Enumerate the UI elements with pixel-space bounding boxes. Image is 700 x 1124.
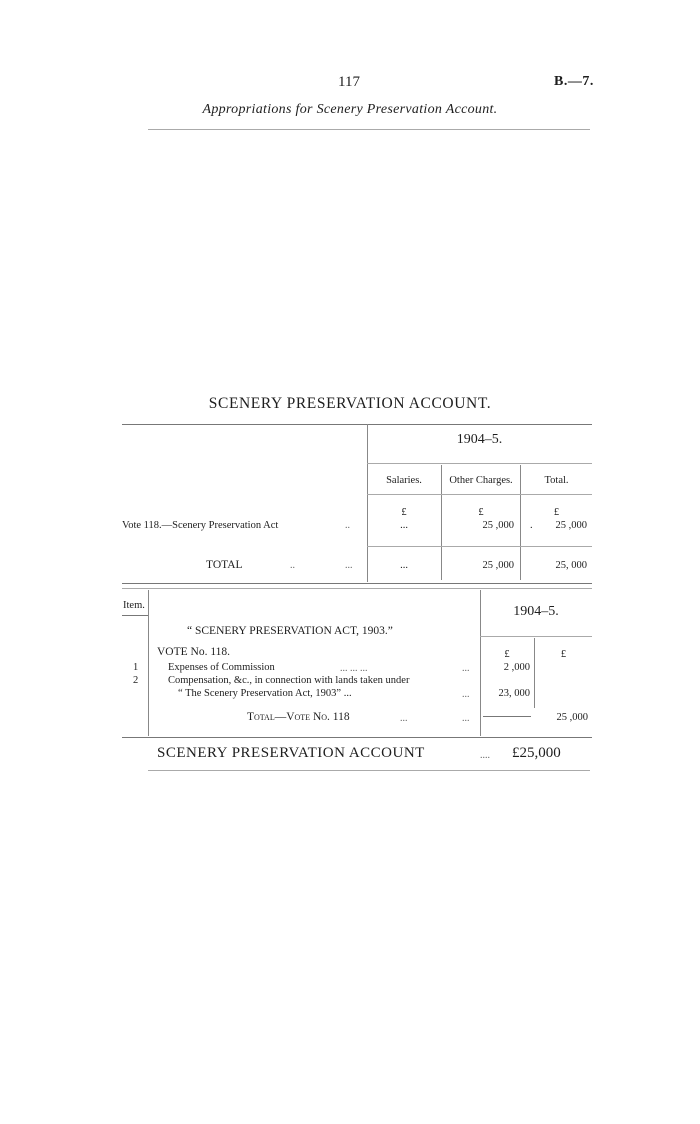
detail-total-end-dots: ... — [462, 713, 470, 724]
detail-subtotal-rule — [483, 716, 531, 717]
detail-sub-divider — [534, 638, 535, 708]
vote-118-total: 25 ,000 — [555, 520, 587, 531]
page-reference: B.—7. — [554, 74, 594, 89]
item-2-text-cont: “ The Scenery Preservation Act, 1903” ... — [178, 688, 352, 699]
item-1-amount: 2 ,000 — [503, 662, 530, 673]
footer-dots: .... — [480, 750, 490, 761]
detail-top-rule — [122, 588, 592, 589]
summary-top-rule — [122, 424, 592, 425]
item-1-text: Expenses of Commission — [168, 662, 275, 673]
col-other-charges: Other Charges. — [449, 475, 513, 486]
page-number: 117 — [338, 74, 360, 90]
header-rule — [148, 129, 590, 130]
currency-total: £ — [553, 507, 560, 518]
detail-currency-1: £ — [504, 649, 510, 660]
page-subtitle: Appropriations for Scenery Preservation Account. — [202, 102, 498, 117]
item-1-end-dots: ... — [462, 663, 470, 674]
vote-118-dots: .. — [345, 520, 350, 531]
footer-rule — [148, 770, 590, 771]
col-salaries: Salaries. — [386, 475, 422, 486]
vote-118-total-mark: . — [530, 520, 533, 531]
vote-118-salaries: ... — [400, 520, 408, 531]
vote-heading: VOTE No. 118. — [157, 646, 231, 658]
detail-total-dots: ... — [400, 713, 408, 724]
footer-label: SCENERY PRESERVATION ACCOUNT — [157, 745, 425, 761]
detail-year-rule — [480, 636, 592, 637]
item-header-rule — [122, 615, 148, 616]
currency-salaries: £ — [401, 507, 407, 518]
detail-item-divider — [148, 590, 149, 736]
detail-bottom-rule — [122, 737, 592, 738]
item-1-number: 1 — [133, 662, 139, 673]
summary-total-rule — [367, 546, 592, 547]
summary-year-header: 1904–5. — [456, 432, 503, 447]
vote-118-label: Vote 118.—Scenery Preservation Act — [122, 520, 279, 531]
detail-year-header: 1904–5. — [513, 604, 559, 619]
detail-currency-2: £ — [560, 649, 567, 660]
act-title: “ SCENERY PRESERVATION ACT, 1903.” — [187, 625, 393, 637]
summary-year-rule — [367, 463, 592, 464]
item-1-dots: ... ... ... — [340, 663, 368, 674]
summary-total-label: TOTAL — [206, 559, 243, 571]
vote-118-other-charges: 25 ,000 — [482, 520, 514, 531]
detail-total-amount: 25 ,000 — [556, 712, 588, 723]
summary-total-dots-1: .. — [290, 560, 295, 571]
summary-bottom-rule — [122, 583, 592, 584]
detail-total-label: Total—Vote No. 118 — [247, 711, 350, 723]
detail-item-header: Item. — [123, 600, 145, 611]
summary-col-header-rule — [367, 494, 592, 495]
col-total: Total. — [544, 475, 569, 486]
summary-title: SCENERY PRESERVATION ACCOUNT. — [208, 395, 492, 412]
item-2-end-dots: ... — [462, 689, 470, 700]
summary-total-salaries: ... — [400, 560, 408, 571]
item-2-number: 2 — [133, 675, 139, 686]
summary-total-dots-2: ... — [345, 560, 353, 571]
summary-total-total: 25, 000 — [555, 560, 587, 571]
item-2-text: Compensation, &c., in connection with lands taken under — [168, 675, 410, 686]
footer-amount: £25,000 — [512, 745, 561, 761]
item-2-amount: 23, 000 — [498, 688, 530, 699]
summary-total-other-charges: 25 ,000 — [482, 560, 514, 571]
currency-other: £ — [478, 507, 484, 518]
